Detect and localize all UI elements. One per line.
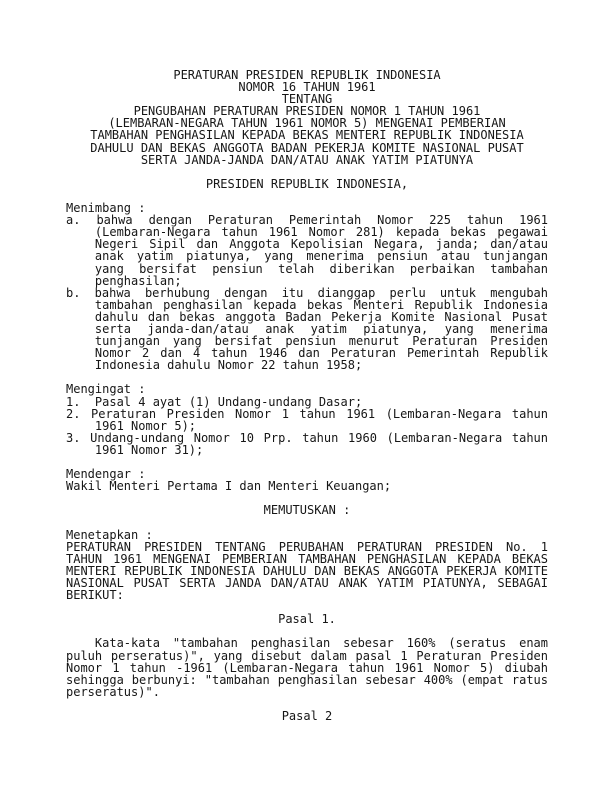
doc-line: PRESIDEN REPUBLIK INDONESIA, xyxy=(205,176,409,191)
doc-line: a. bahwa dengan Peraturan Pemerintah Nomor 225 tahun 1961 xyxy=(66,213,548,228)
doc-line: b. bahwa berhubung dengan itu dianggap perlu untuk mengubah xyxy=(66,285,548,300)
doc-line: tunjangan yang bersifat pensiun menurut Peraturan Presiden xyxy=(94,334,548,349)
doc-line: perseratus)". xyxy=(66,684,160,699)
doc-line: Pasal 2 xyxy=(281,708,333,723)
doc-line: dahulu dan bekas anggota Badan Pekerja Komite Nasional Pusat xyxy=(94,309,548,324)
doc-line: Wakil Menteri Pertama I dan Menteri Keuangan; xyxy=(66,479,392,494)
doc-line: 2. Peraturan Presiden Nomor 1 tahun 1961 (Lembaran-Negara tahun xyxy=(66,406,548,421)
doc-line: TAMBAHAN PENGHASILAN KEPADA BEKAS MENTERI REPUBLIK INDONESIA xyxy=(90,128,524,143)
doc-line: Indonesia dahulu Nomor 22 tahun 1958; xyxy=(94,358,363,373)
doc-line: 1961 Nomor 31); xyxy=(94,442,204,457)
doc-line: sehingga berbunyi: "tambahan penghasilan sebesar 400% (empat ratus xyxy=(66,672,548,687)
doc-line: (Lembaran-Negara tahun 1961 Nomor 281) kepada bekas pegawai xyxy=(94,225,548,240)
doc-line: Mengingat : xyxy=(66,382,146,397)
doc-line: 1. Pasal 4 ayat (1) Undang-undang Dasar; xyxy=(66,394,363,409)
document-text xyxy=(66,69,548,722)
doc-line: PERATURAN PRESIDEN TENTANG PERUBAHAN PERATURAN PRESIDEN No. 1 xyxy=(66,539,548,554)
doc-line: MENTERI REPUBLIK INDONESIA DAHULU DAN BEKAS ANGGOTA PEKERJA KOMITE xyxy=(66,563,548,578)
doc-line: TENTANG xyxy=(281,92,333,107)
doc-line: SERTA JANDA-JANDA DAN/ATAU ANAK YATIM PIATUNYA xyxy=(140,152,474,167)
doc-line: Nomor 2 dan 4 tahun 1946 dan Peraturan Pemerintah Republik xyxy=(94,346,548,361)
doc-line: BERIKUT: xyxy=(66,588,124,603)
doc-line: PENGUBAHAN PERATURAN PRESIDEN NOMOR 1 TAHUN 1961 xyxy=(133,104,481,119)
doc-line: Menimbang : xyxy=(66,201,146,216)
doc-line: Menetapkan : xyxy=(66,527,153,542)
doc-line: Mendengar : xyxy=(66,467,146,482)
doc-line: Kata-kata "tambahan penghasilan sebesar 160% (seratus enam xyxy=(94,636,548,651)
doc-line: NOMOR 16 TAHUN 1961 xyxy=(238,80,376,95)
doc-line: (LEMBARAN-NEGARA TAHUN 1961 NOMOR 5) MENGENAI PEMBERIAN xyxy=(108,116,506,131)
doc-line: puluh perseratus)", yang disebut dalam pasal 1 Peraturan Presiden xyxy=(66,648,548,663)
doc-line: 3. Undang-undang Nomor 10 Prp. tahun 1960 (Lembaran-Negara tahun xyxy=(66,430,548,445)
doc-line: DAHULU DAN BEKAS ANGGOTA BADAN PEKERJA KOMITE NASIONAL PUSAT xyxy=(90,140,524,155)
doc-line: tambahan penghasilan kepada bekas Menteri Republik Indonesia xyxy=(94,297,548,312)
doc-line: Nomor 1 tahun -1961 (Lembaran-Negara tahun 1961 Nomor 5) diubah xyxy=(66,660,548,675)
doc-line: NASIONAL PUSAT SERTA JANDA DAN/ATAU ANAK YATIM PIATUNYA, SEBAGAI xyxy=(66,575,548,590)
doc-blank-line xyxy=(66,516,548,528)
doc-line: Pasal 1. xyxy=(278,612,336,627)
doc-line: 1961 Nomor 5); xyxy=(94,418,197,433)
doc-line: anak yatim piatunya, yang menerima pensiun atau tunjangan xyxy=(94,249,548,264)
doc-line: Negeri Sipil dan Anggota Kepolisian Negara, janda; dan/atau xyxy=(94,237,548,252)
doc-line: MEMUTUSKAN : xyxy=(263,503,351,518)
doc-line: penghasilan; xyxy=(94,273,182,288)
doc-line: yang bersifat pensiun telah diberikan perbaikan tambahan xyxy=(94,261,548,276)
doc-line: serta janda-dan/atau anak yatim piatunya, yang menerima xyxy=(94,321,548,336)
doc-line: TAHUN 1961 MENGENAI PEMBERIAN TAMBAHAN PENGHASILAN KEPADA BEKAS xyxy=(66,551,548,566)
doc-line: PERATURAN PRESIDEN REPUBLIK INDONESIA xyxy=(173,68,441,82)
